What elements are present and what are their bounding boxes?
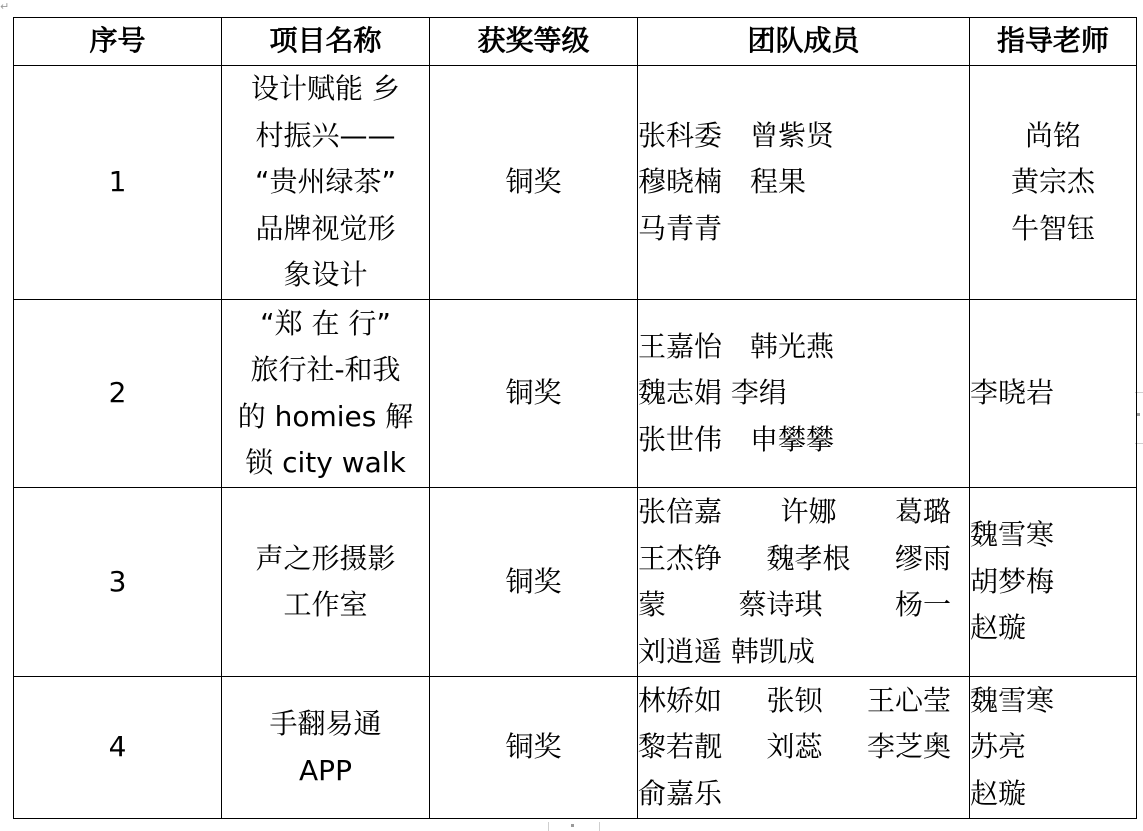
member-line [638,771,969,818]
table-row [14,677,1137,819]
resize-dot-icon [571,824,574,827]
table-row [14,300,1137,488]
project-name-line: 设计赋能 乡 [251,72,400,106]
member-line [638,489,969,536]
advisor-line: 牛智钰 [1010,211,1095,245]
header-index: 序号 [14,18,222,66]
member-name: 蒙 [638,588,667,621]
project-name-line: 工作室 [283,588,368,621]
advisor-line: 魏雪寒 [970,518,1055,552]
member-name: 张钡 [766,683,823,717]
award-level-cell: 铜奖 [430,66,638,300]
advisor-line: 苏亮 [970,730,1027,764]
project-name-line: 旅行社-和我 [250,353,401,386]
member-name: 蔡诗琪 [738,588,823,621]
row-index: 1 [14,66,222,300]
member-line [638,678,969,725]
member-name: 许娜 [780,495,837,528]
member-line: 张科委 曾紫贤 [638,118,835,152]
member-name: 葛璐 [894,495,951,528]
advisor-line: 尚铭 [1024,118,1081,152]
project-name-line: 锁 city walk [245,446,406,479]
member-name: 林娇如 [638,683,723,717]
member-name: 王杰铮 [638,541,723,575]
header-project-name: 项目名称 [222,18,430,66]
advisor-line: 赵璇 [970,776,1027,810]
team-members-cell [638,488,970,677]
table-row [14,66,1137,300]
advisors-cell [970,66,1137,300]
team-members-cell [638,66,970,300]
awards-table [13,17,1137,819]
advisors-cell [970,677,1137,819]
member-line: 魏志娟 李绢 [638,376,787,410]
project-name-line: 的 homies 解 [237,399,414,433]
table-row [14,488,1137,677]
advisor-line: 李晓岩 [970,376,1055,410]
project-name-line: 村振兴—— [255,118,396,152]
advisor-line: 胡梦梅 [970,564,1055,598]
team-members-cell [638,300,970,488]
member-name: 杨一 [894,588,951,621]
project-name-cell [222,66,430,300]
advisors-cell [970,300,1137,488]
member-line: 穆晓楠 程果 [638,165,807,199]
row-index: 3 [14,488,222,677]
member-name: 黎若靓 [638,730,723,764]
advisor-line: 黄宗杰 [1010,165,1095,199]
member-line [638,582,969,629]
member-line: 王嘉怡 韩光燕 [638,329,835,363]
header-team-members: 团队成员 [638,18,970,66]
row-index: 2 [14,300,222,488]
row-index: 4 [14,677,222,819]
member-line [638,629,969,676]
project-name-line: “贵州绿茶” [254,165,396,199]
member-line [638,536,969,583]
team-members-cell [638,677,970,819]
project-name-line: 声之形摄影 [255,541,396,575]
member-name: 俞嘉乐 [638,776,723,810]
member-name: 缪雨 [894,541,951,575]
header-award-level: 获奖等级 [430,18,638,66]
paragraph-mark-icon: ↵ [0,0,10,13]
award-level-cell: 铜奖 [430,300,638,488]
member-name: 刘逍遥 韩凯成 [638,634,815,668]
advisor-line: 赵璇 [970,611,1027,645]
table-resize-handle-bottom[interactable] [548,822,600,831]
project-name-cell [222,488,430,677]
advisor-line: 魏雪寒 [970,683,1055,717]
member-name: 李芝奥 [866,730,951,764]
project-name-line: 品牌视觉形 [255,211,396,245]
project-name-cell [222,677,430,819]
project-name-line: “郑 在 行” [260,306,391,340]
advisors-cell [970,488,1137,677]
member-line: 张世伟 申攀攀 [638,422,835,456]
award-level-cell: 铜奖 [430,488,638,677]
member-name: 王心莹 [866,683,951,717]
member-line: 马青青 [638,211,723,245]
header-advisors: 指导老师 [970,18,1137,66]
project-name-cell [222,300,430,488]
project-name-line: APP [299,753,352,787]
project-name-line: 象设计 [283,258,368,292]
resize-dot-icon [1137,413,1140,416]
member-line [638,724,969,771]
member-name: 魏孝根 [766,541,851,575]
project-name-line: 手翻易通 [269,707,382,740]
award-level-cell: 铜奖 [430,677,638,819]
member-name: 刘蕊 [766,730,823,764]
member-name: 张倍嘉 [638,495,723,528]
header-row [14,18,1137,66]
